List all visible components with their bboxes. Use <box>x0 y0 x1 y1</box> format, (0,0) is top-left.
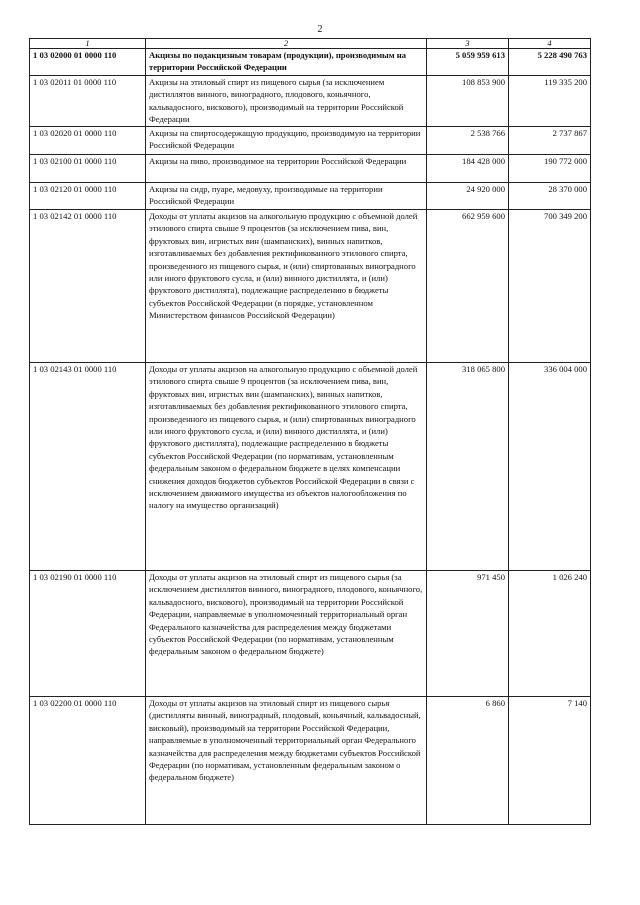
amount-col4-cell: 190 772 000 <box>509 155 591 183</box>
budget-code-cell: 1 03 02200 01 0000 110 <box>30 697 146 825</box>
amount-col4-cell: 2 737 867 <box>509 127 591 155</box>
amount-col3-cell: 184 428 000 <box>427 155 509 183</box>
revenue-name-cell: Доходы от уплаты акцизов на алкогольную продукцию с объемной долей этилового спирта свыше 9 процентов (за исключением пива, вин, фруктовых вин, игристых вин (шампанских), винных напитков, изготавливаемых без добавления ректификованного этилового спирта, произведенного из пищевого сырья, и (или) спиртованных виноградного или иного фруктового сусла, и (или) винного дистиллята, и (или) фруктового дистиллята), подлежащие распределению в бюджеты субъектов Российской Федерации (по нормативам, установленным федеральным законом о федеральном бюджете в целях компенсации снижения доходов бюджетов субъектов Российской Федерации в связи с исключением движимого имущества из объектов налогообложения по налогу на имущество организаций) <box>146 363 427 571</box>
budget-code-cell: 1 03 02143 01 0000 110 <box>30 363 146 571</box>
table-row <box>30 183 591 210</box>
amount-col3-cell: 971 450 <box>427 571 509 697</box>
amount-col4-cell: 7 140 <box>509 697 591 825</box>
budget-code-cell: 1 03 02000 01 0000 110 <box>30 49 146 76</box>
table-row <box>30 155 591 183</box>
amount-col3-cell: 108 853 900 <box>427 76 509 127</box>
amount-col4-cell: 336 004 000 <box>509 363 591 571</box>
amount-col3-cell: 5 059 959 613 <box>427 49 509 76</box>
amount-col3-cell: 2 538 766 <box>427 127 509 155</box>
budget-code-cell: 1 03 02011 01 0000 110 <box>30 76 146 127</box>
table-row <box>30 571 591 697</box>
revenue-name-cell: Доходы от уплаты акцизов на алкогольную продукцию с объемной долей этилового спирта свыше 9 процентов (за исключением пива, вин, фруктовых вин, игристых вин (шампанских), винных напитков, изготавливаемых без добавления ректификованного этилового спирта, произведенного из пищевого сырья, и (или) спиртованных виноградного или иного фруктового сусла, и (или) винного дистиллята, и (или) фруктового дистиллята), подлежащие распределению в бюджеты субъектов Российской Федерации (в порядке, установленном Министерством финансов Российской Федерации) <box>146 210 427 363</box>
revenue-name-cell: Акцизы по подакцизным товарам (продукции), производимым на территории Российской Федерации <box>146 49 427 76</box>
amount-col4-cell: 5 228 490 763 <box>509 49 591 76</box>
revenue-name-cell: Акцизы на пиво, производимое на территории Российской Федерации <box>146 155 427 183</box>
column-header-2: 2 <box>146 39 427 49</box>
column-number-row <box>30 39 591 49</box>
budget-code-cell: 1 03 02100 01 0000 110 <box>30 155 146 183</box>
budget-code-cell: 1 03 02190 01 0000 110 <box>30 571 146 697</box>
amount-col3-cell: 318 065 800 <box>427 363 509 571</box>
revenue-name-cell: Акцизы на спиртосодержащую продукцию, производимую на территории Российской Федерации <box>146 127 427 155</box>
table-row <box>30 363 591 571</box>
amount-col4-cell: 700 349 200 <box>509 210 591 363</box>
table-row <box>30 76 591 127</box>
budget-code-cell: 1 03 02120 01 0000 110 <box>30 183 146 210</box>
column-header-4: 4 <box>509 39 591 49</box>
revenue-name-cell: Акцизы на этиловый спирт из пищевого сырья (за исключением дистиллятов винного, виноградного, плодового, коньячного, кальвадосного, вискового), производимый на территории Российской Федерации <box>146 76 427 127</box>
revenue-name-cell: Доходы от уплаты акцизов на этиловый спирт из пищевого сырья (за исключением дистиллятов винного, виноградного, плодового, коньячного, кальвадосного, вискового), производимый на территории Российской Федерации, направляемые в уполномоченный территориальный орган Федерального казначейства для распределения между бюджетами субъектов Российской Федерации (по нормативам, установленным федеральным законом о федеральном бюджете) <box>146 571 427 697</box>
table-row <box>30 697 591 825</box>
table-row <box>30 49 591 76</box>
amount-col3-cell: 24 920 000 <box>427 183 509 210</box>
budget-code-cell: 1 03 02020 01 0000 110 <box>30 127 146 155</box>
amount-col4-cell: 28 370 000 <box>509 183 591 210</box>
budget-code-cell: 1 03 02142 01 0000 110 <box>30 210 146 363</box>
amount-col4-cell: 119 335 200 <box>509 76 591 127</box>
column-header-1: 1 <box>30 39 146 49</box>
revenue-table <box>29 38 591 825</box>
column-header-3: 3 <box>427 39 509 49</box>
table-row <box>30 127 591 155</box>
page-number: 2 <box>317 24 323 35</box>
amount-col3-cell: 6 860 <box>427 697 509 825</box>
amount-col3-cell: 662 959 600 <box>427 210 509 363</box>
amount-col4-cell: 1 026 240 <box>509 571 591 697</box>
revenue-name-cell: Доходы от уплаты акцизов на этиловый спирт из пищевого сырья (дистилляты винный, виноградный, плодовый, коньячный, кальвадосный, висковый), производимый на территории Российской Федерации, направляемые в уполномоченный территориальный орган Федерального казначейства для распределения между бюджетами субъектов Российской Федерации (по нормативам, установленным федеральным законом о федеральном бюджете) <box>146 697 427 825</box>
table-row <box>30 210 591 363</box>
revenue-name-cell: Акцизы на сидр, пуаре, медовуху, производимые на территории Российской Федерации <box>146 183 427 210</box>
